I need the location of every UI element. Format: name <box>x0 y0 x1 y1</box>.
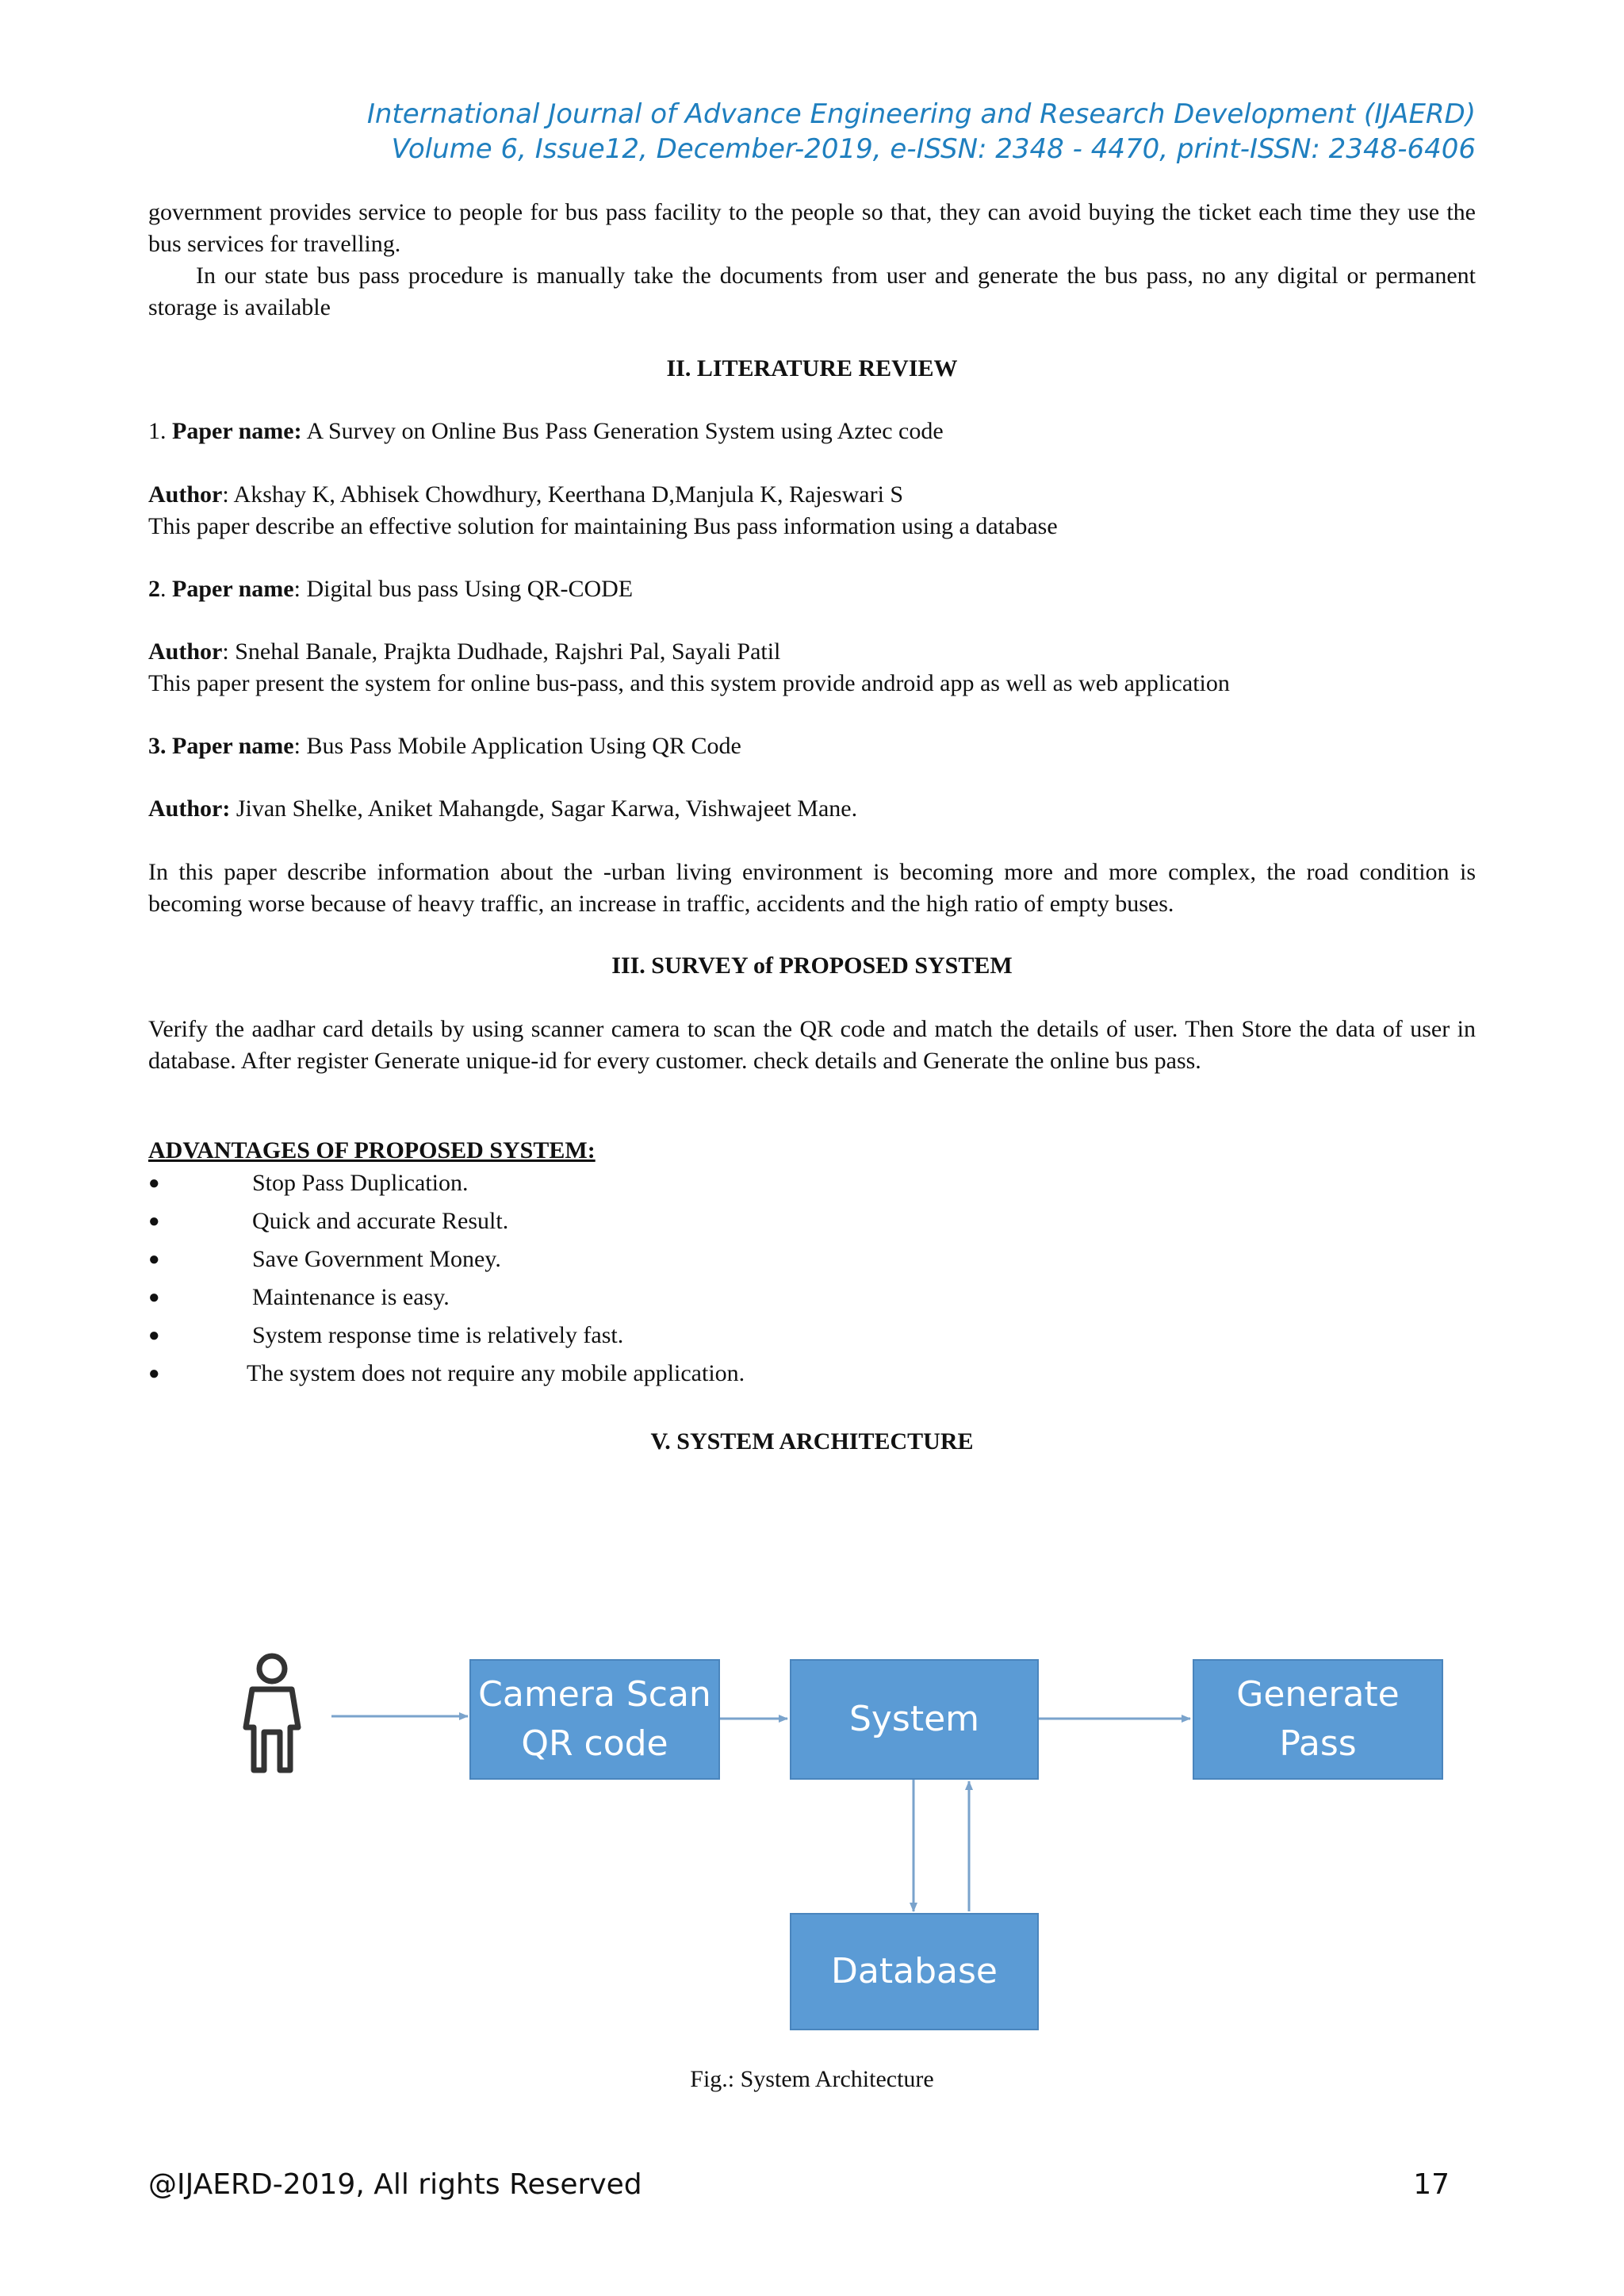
author-label: Author <box>148 638 223 665</box>
paper-1-entry: 1. Paper name: A Survey on Online Bus Pass Generation System using Aztec code <box>148 418 944 444</box>
literature-review-heading: II. LITERATURE REVIEW <box>666 355 958 381</box>
paper-3-title: Bus Pass Mobile Application Using QR Code <box>306 733 741 759</box>
paper-3-entry: 3. Paper name: Bus Pass Mobile Application Using QR Code <box>148 733 741 759</box>
paper-name-label: Paper name <box>172 418 294 444</box>
author-label: Author <box>148 795 223 822</box>
paper-2-description: This paper present the system for online bus-pass, and this system provide android app as well as web application <box>148 670 1230 696</box>
user-icon <box>246 1656 298 1770</box>
paper-name-label: Paper name <box>172 576 294 602</box>
paper-3-authors: Jivan Shelke, Aniket Mahangde, Sagar Karwa, Vishwajeet Mane. <box>236 795 858 822</box>
intro-paragraph-2: In our state bus pass procedure is manually take the documents from user and generate the bus pass, no any digital or permanent storage is available <box>148 263 1476 320</box>
survey-paragraph: Verify the aadhar card details by using scanner camera to scan the QR code and match the details of user. Then Store the data of user in database. After register Generate unique-id for every customer. check details and Generate the online bus pass. <box>148 1016 1476 1074</box>
bullet-icon: ● <box>148 1249 160 1270</box>
paper-3-number: 3. <box>148 733 172 759</box>
author-label: Author <box>148 481 223 508</box>
survey-heading: III. SURVEY of PROPOSED SYSTEM <box>611 953 1013 979</box>
paper-page: International Journal of Advance Engineering and Research Development (IJAERD) Volume 6, Issue12, December-2019, e-ISSN: 2348 - 4470, print-ISSN: 2348-6406 government provides service to people for bus pass facility to the people so that, they can avoid buying the ticket each time they use the bus services for travelling. In our state bus pass procedure is manually take the documents from user and generate the bus pass, no any digital or permanent storage is available II. LITERATURE REVIEW 1. Paper name: A Survey on Online Bus Pass Generation System using Aztec code Author: Akshay K, Abhisek Chowdhury, Keerthana D,Manjula K, Rajeswari S This paper describe an effective solution for maintaining Bus pass information using a database 2. Paper name: Digital bus pass Using QR-CODE Author: Snehal Banale, Prajkta Dudhade, Rajshri Pal, Sayali Patil This paper present the system for online bus-pass, and this system provide android app as well as web application 3. Paper name: Bus Pass Mobile Application Using QR Code Author: Jivan Shelke, Aniket Mahangde, Sagar Karwa, Vishwajeet Mane. In this paper describe information about the -urban living environment is becoming more and more complex, the road condition is becoming worse because of heavy traffic, an increase in traffic, accidents and the high ratio of empty buses. III. SURVEY of PROPOSED SYSTEM Verify the aadhar card details by using scanner camera to scan the QR code and match the details of user. Then Store the data of user in database. After register Generate unique-id for every customer. check details and Generate the online bus pass. ADVANTAGES OF PROPOSED SYSTEM: ● Stop Pass Duplication. ● Quick and accurate Result. ● Save Government Money. ● Maintenance is easy. ● System response time is relatively fast. ● The system does not require any mobile application. V. SYSTEM ARCHITECTURE Camera Scan QR code System Generate Pass Database Fig.: System Architecture @IJAERD-2019, All rights Reserved 17 <box>0 0 1624 2296</box>
journal-header-title: International Journal of Advance Engineering and Research Development (IJAERD) <box>366 98 1476 130</box>
generate-pass-box: Generate Pass <box>1193 1659 1443 1780</box>
page-number: 17 <box>1413 2168 1450 2201</box>
paper-2-authors-line: Author: Snehal Banale, Prajkta Dudhade, Rajshri Pal, Sayali Patil <box>148 638 781 665</box>
paper-name-label: Paper name <box>172 733 294 759</box>
figure-caption: Fig.: System Architecture <box>690 2066 934 2092</box>
bullet-icon: ● <box>148 1173 160 1194</box>
paper-1-title: A Survey on Online Bus Pass Generation System using Aztec code <box>306 418 944 444</box>
paper-2-entry: 2. Paper name: Digital bus pass Using QR-CODE <box>148 576 634 602</box>
intro-paragraph-1: government provides service to people for bus pass facility to the people so that, they can avoid buying the ticket each time they use the bus services for travelling. <box>148 199 1476 257</box>
paper-1-authors: Akshay K, Abhisek Chowdhury, Keerthana D,Manjula K, Rajeswari S <box>233 481 904 508</box>
paper-2-authors: Snehal Banale, Prajkta Dudhade, Rajshri Pal, Sayali Patil <box>235 638 781 665</box>
paper-1-description: This paper describe an effective solution for maintaining Bus pass information using a database <box>148 513 1058 539</box>
footer-copyright: @IJAERD-2019, All rights Reserved <box>148 2168 642 2201</box>
advantages-heading: ADVANTAGES OF PROPOSED SYSTEM: <box>148 1137 596 1163</box>
bullet-icon: ● <box>148 1211 160 1232</box>
camera-scan-box: Camera Scan QR code <box>469 1659 720 1780</box>
bullet-icon: ● <box>148 1325 160 1346</box>
paper-2-number: 2 <box>148 576 160 602</box>
database-box: Database <box>790 1913 1039 2030</box>
paper-3-authors-line: Author: Jivan Shelke, Aniket Mahangde, Sagar Karwa, Vishwajeet Mane. <box>148 795 858 822</box>
architecture-heading: V. SYSTEM ARCHITECTURE <box>650 1428 974 1455</box>
paper-1-number: 1. <box>148 418 172 444</box>
bullet-icon: ● <box>148 1287 160 1308</box>
paper-1-authors-line: Author: Akshay K, Abhisek Chowdhury, Keerthana D,Manjula K, Rajeswari S <box>148 481 904 508</box>
journal-header-volume: Volume 6, Issue12, December-2019, e-ISSN: 2348 - 4470, print-ISSN: 2348-6406 <box>391 133 1476 165</box>
bullet-icon: ● <box>148 1363 160 1384</box>
paper-2-title: Digital bus pass Using QR-CODE <box>306 576 634 602</box>
system-box: System <box>790 1659 1039 1780</box>
paper-3-description: In this paper describe information about the -urban living environment is becoming more and more complex, the road condition is becoming worse because of heavy traffic, an increase in traffic, accidents and the high ratio of empty buses. <box>148 859 1476 917</box>
